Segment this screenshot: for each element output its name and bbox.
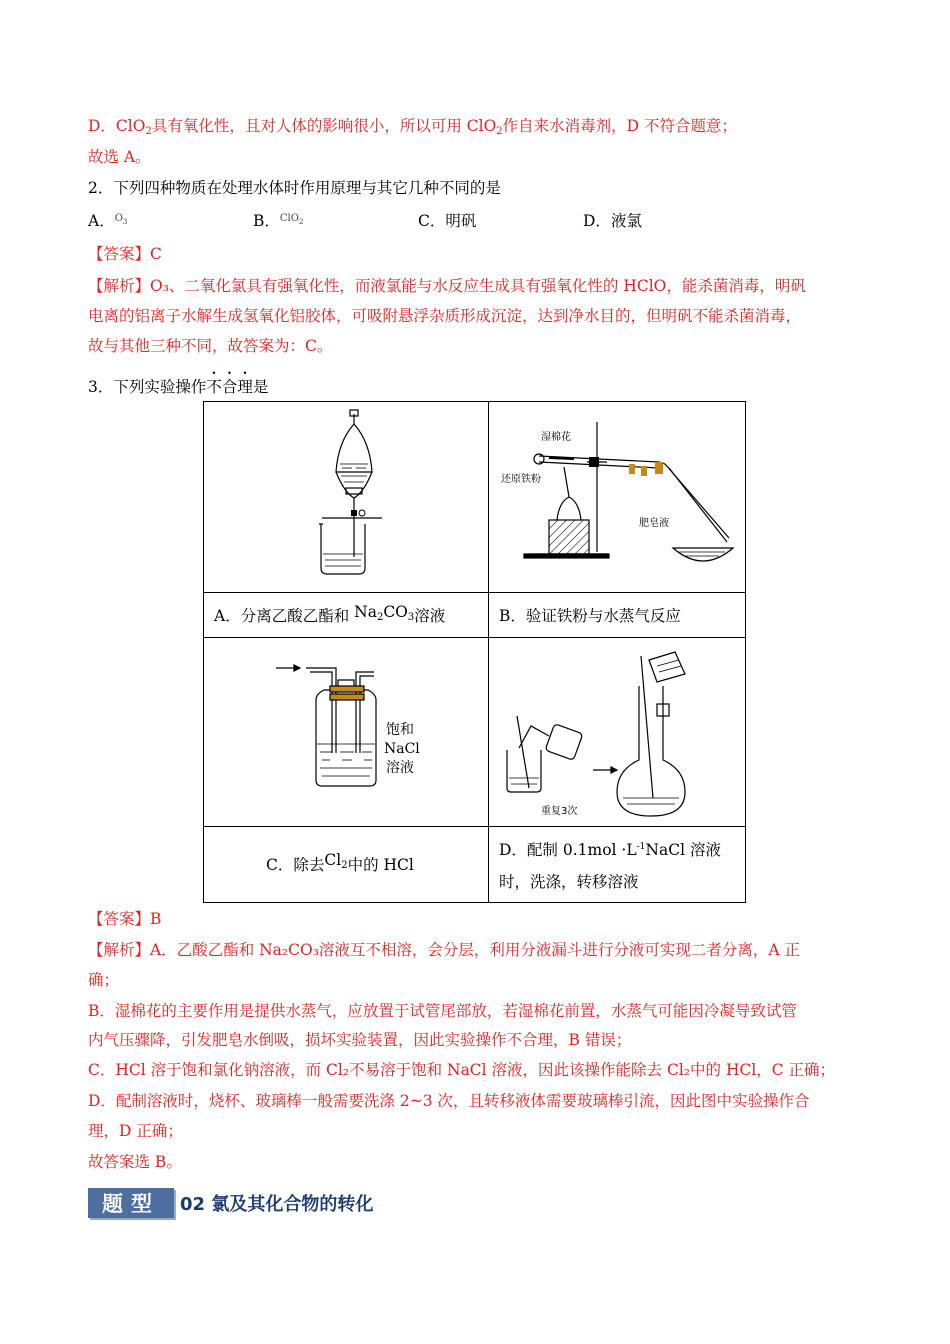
q2-analysis-1: 【解析】O₃、二氧化氯具有强氧化性，而液氯能与水反应生成具有强氧化性的 HClO，能杀菌消毒，明矾: [88, 277, 806, 295]
fig-d-caption: D．配制 $0.1mol \cdot L^{-1}NaCl$ 溶液 时，洗涤，转移溶液: [489, 827, 746, 903]
fig-d-cell: [489, 638, 746, 827]
section-title: 02 氯及其化合物的转化: [180, 1194, 374, 1215]
q2-option-d: D．液氯: [583, 212, 642, 230]
fig-a-caption: A．分离乙酸乙酯和 $Na_2CO_3$溶液: [204, 593, 489, 638]
q3-analysis-d1: D．配制溶液时，烧杯、玻璃棒一般需要洗涤 2~3 次，且转移液体需要玻璃棒引流，因此图中实验操作合: [88, 1092, 810, 1110]
q2-option-c: C．明矾: [418, 212, 477, 230]
q3-analysis-a1: 【解析】A．乙酸乙酯和 Na₂CO₃溶液互不相溶，会分层，利用分液漏斗进行分液可实现二者分离，A 正: [88, 941, 801, 959]
fig-c-caption: C．除去$Cl_2$中的 HCl: [204, 827, 489, 903]
separatory-funnel-diagram: [204, 402, 488, 588]
q2-analysis-2: 电离的铝离子水解生成氢氧化铝胶体，可吸附悬浮杂质形成沉淀，达到净水目的，但明矾不能杀菌消毒，: [88, 307, 802, 325]
label-soap-solution: 肥皂液: [639, 518, 669, 529]
prev-conclusion: 故选 A。: [88, 148, 151, 166]
fig-b-caption: B．验证铁粉与水蒸气反应: [489, 593, 746, 638]
label-solution: 溶液: [386, 760, 414, 776]
fig-c-cell: [204, 638, 489, 827]
label-iron-powder: 还原铁粉: [501, 474, 541, 485]
gas-washing-bottle-diagram: [204, 638, 488, 822]
q3-analysis-a2: 确；: [88, 971, 120, 989]
label-saturated: 饱和: [386, 722, 414, 738]
fig-a-cell: [204, 402, 489, 593]
q2-option-a: A．$^{O_3}$: [88, 212, 128, 230]
q3-analysis-c: C．HCl 溶于饱和氯化钠溶液，而 Cl₂不易溶于饱和 NaCl 溶液，因此该操作能除去 Cl₂中的 HCl，C 正确；: [88, 1061, 836, 1079]
q3-analysis-d2: 理，D 正确；: [88, 1122, 183, 1140]
prev-option-d: D．ClO$_2$具有氧化性，且对人体的影响很小，所以可用 ClO$_2$作自来水消毒剂，D 不符合题意；: [88, 117, 738, 137]
label-repeat-three: 重复3次: [541, 806, 578, 817]
q2-answer: 【答案】C: [88, 245, 162, 263]
section-heading: [88, 1186, 373, 1220]
q2-analysis-3: 故与其他三种不同，故答案为：C。: [88, 337, 333, 355]
q3-answer: 【答案】B: [88, 910, 162, 928]
q3-analysis-b1: B．湿棉花的主要作用是提供水蒸气，应放置于试管尾部放，若湿棉花前置，水蒸气可能因冷凝导致试管: [88, 1002, 797, 1020]
q3-stem-emphasis: 不合理: [206, 378, 253, 396]
iron-steam-diagram: [489, 402, 745, 588]
q3-analysis-b2: 内气压骤降，引发肥皂水倒吸，损坏实验装置，因此实验操作不合理，B 错误；: [88, 1031, 632, 1049]
q2-stem: 2．下列四种物质在处理水体时作用原理与其它几种不同的是: [88, 179, 501, 197]
label-nacl: NaCl: [384, 741, 420, 757]
fig-b-cell: [489, 402, 746, 593]
section-badge: 题型: [88, 1188, 174, 1218]
q3-stem: 3．下列实验操作不合理是: [88, 378, 269, 396]
q3-figure-table: [203, 401, 746, 903]
q3-conclusion: 故答案选 B。: [88, 1153, 182, 1171]
label-wet-cotton: 湿棉花: [541, 432, 571, 443]
volumetric-flask-diagram: [489, 638, 745, 822]
q2-option-b: B．$^{ClO_2}$: [253, 212, 304, 230]
